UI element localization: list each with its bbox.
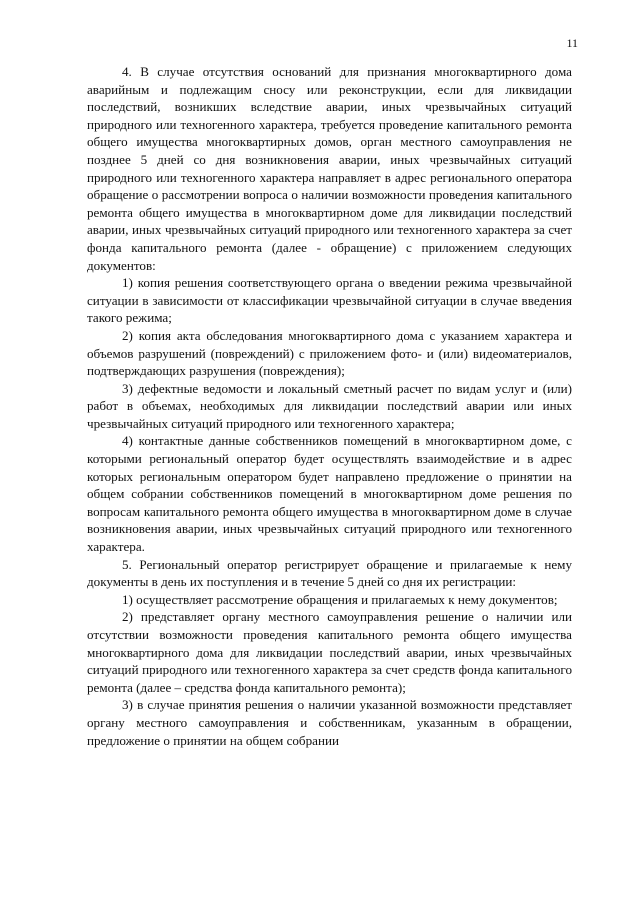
paragraph-subitem-4: 4) контактные данные собственников помещений в многоквартирном доме, с которыми региональный оператор будет осуществлять взаимодействие и в адрес которых региональным оператором будет направлено предложение о принятии на общем собрании собственников помещений в многоквартирном доме решения по вопросам капитального ремонта общего имущества в многоквартирном доме в случае возникновения аварии, иных чрезвычайных ситуаций природного или техногенного характера. <box>87 433 572 555</box>
paragraph-subitem-3: 3) дефектные ведомости и локальный сметный расчет по видам услуг и (или) работ в объемах, необходимых для ликвидации последствий аварии или иных чрезвычайных ситуаций природного или техногенного характера; <box>87 380 572 431</box>
document-body <box>87 63 572 749</box>
paragraph-subitem-5-2: 2) представляет органу местного самоуправления решение о наличии или отсутствии возможности проведения капитального ремонта общего имущества многоквартирного дома для ликвидации последствий аварии, иных чрезвычайных ситуаций природного или техногенного характера за счет средств фонда капитального ремонта (далее – средства фонда капитального ремонта); <box>87 609 572 695</box>
paragraph-subitem-5-3: 3) в случае принятия решения о наличии указанной возможности представляет органу местного самоуправления и собственникам, указанным в обращении, предложение о принятии на общем собрании <box>87 697 572 748</box>
page-number: 11 <box>566 36 578 50</box>
paragraph-subitem-5-1: 1) осуществляет рассмотрение обращения и прилагаемых к нему документов; <box>122 591 558 607</box>
paragraph-subitem-1: 1) копия решения соответствующего органа о введении режима чрезвычайной ситуации в зависимости от классификации чрезвычайной ситуации в случае введения такого режима; <box>87 275 572 326</box>
paragraph-item-5: 5. Региональный оператор регистрирует обращение и прилагаемые к нему документы в день их поступления и в течение 5 дней со дня их регистрации: <box>87 556 572 590</box>
paragraph-item-4: 4. В случае отсутствия оснований для признания многоквартирного дома аварийным и подлежащим сносу или реконструкции, если для ликвидации последствий, возникших вследствие аварии, иных чрезвычайных ситуаций природного или техногенного характера, требуется проведение капитального ремонта общего имущества многоквартирных домов, орган местного самоуправления не позднее 5 дней со дня возникновения аварии, иных чрезвычайных ситуаций природного или техногенного характера направляет в адрес регионального оператора обращение о рассмотрении вопроса о наличии возможности проведения капитального ремонта общего имущества в многоквартирном доме для ликвидации последствий аварии, иных чрезвычайных ситуаций природного или техногенного характера за счет фонда капитального ремонта (далее - обращение) с приложением следующих документов: <box>87 64 572 273</box>
paragraph-subitem-2: 2) копия акта обследования многоквартирного дома с указанием характера и объемов разрушений (повреждений) с приложением фото- и (или) видеоматериалов, подтверждающих разрушения (повреждения); <box>87 327 572 379</box>
